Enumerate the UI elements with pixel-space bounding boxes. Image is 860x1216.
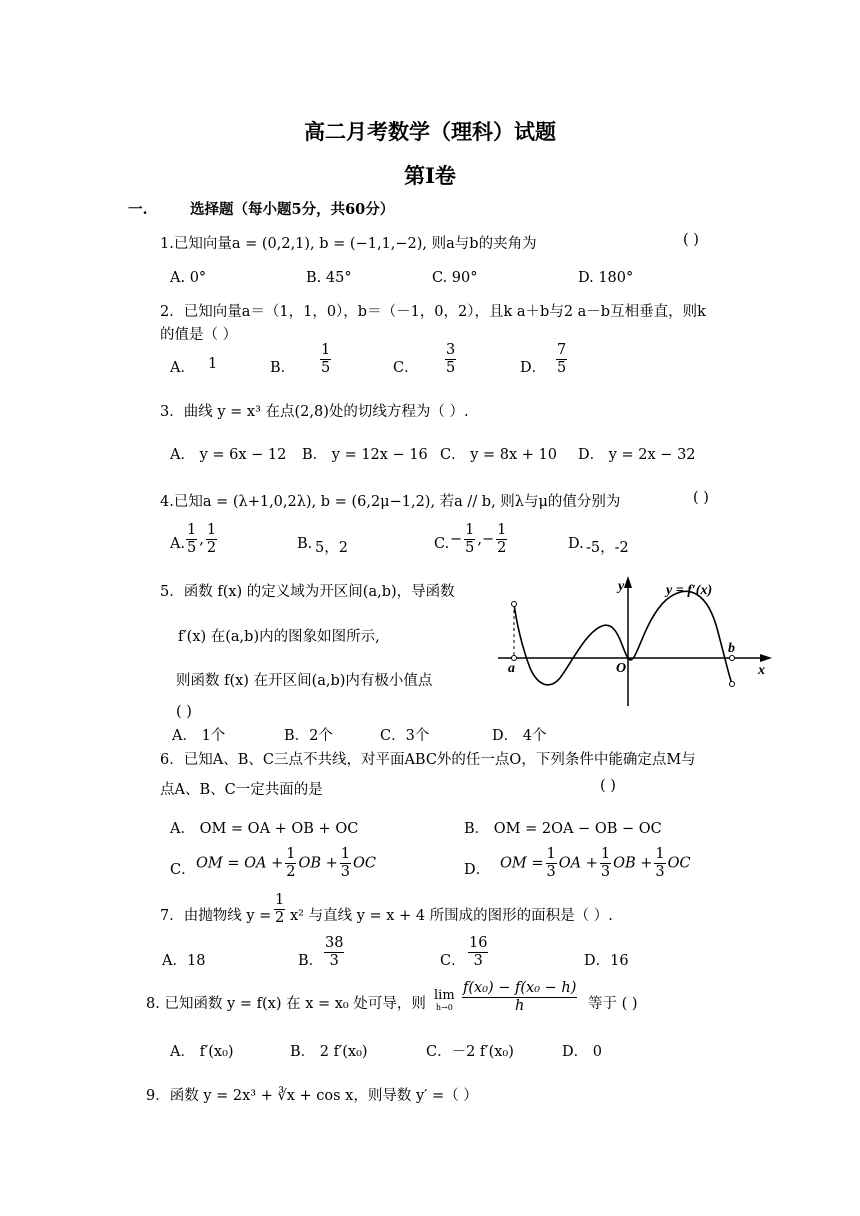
- question-8-fraction: [460, 980, 579, 1015]
- q5-option-c: C．3个: [380, 728, 430, 744]
- q5-option-d: D． 4个: [492, 728, 547, 744]
- frac-numerator: 16: [469, 935, 488, 951]
- frac-denominator: 5: [321, 360, 331, 376]
- question-5-bracket: ( ): [176, 704, 192, 720]
- q7-option-b-label: B．: [298, 953, 324, 969]
- question-8-text-pre: 8. 已知函数 y = f(x) 在 x = x₀ 处可导，则: [146, 996, 426, 1012]
- curve-label: y = f′(x): [666, 583, 713, 598]
- q1-option-c: C. 90°: [432, 270, 478, 286]
- b-axis-point: [730, 656, 735, 661]
- question-3-text: 3．曲线 y = x³ 在点(2,8)处的切线方程为（ ）.: [160, 404, 469, 420]
- question-6-line1: 6．已知A、B、C三点不共线，对平面ABC外的任一点O，下列条件中能确定点M与: [160, 752, 696, 768]
- q6-option-d-label: D．: [464, 862, 491, 878]
- frac-denominator: 2: [497, 540, 507, 556]
- volume-title: 第Ⅰ卷: [404, 163, 456, 188]
- q8-option-a: A． f′(x₀): [170, 1044, 234, 1060]
- q7-option-b-frac: [322, 935, 346, 970]
- question-1-text: 1.已知向量a = (0,2,1), b = (−1,1,−2), 则a与b的夹角为: [160, 236, 537, 252]
- question-6-bracket: ( ): [600, 778, 616, 794]
- limit-subscript: h→0: [435, 1003, 453, 1012]
- q2-option-a-label: A．: [170, 360, 195, 376]
- q2-option-c-frac: [443, 342, 458, 377]
- q5-option-a: A． 1个: [172, 728, 226, 744]
- q4-option-b-label: B.: [297, 536, 313, 552]
- q3-option-d: D． y = 2x − 32: [578, 447, 696, 463]
- frac-denominator: h: [515, 998, 525, 1014]
- q4-option-d-value: -5，-2: [586, 540, 629, 556]
- question-2-line2: 的值是（ ）: [160, 327, 238, 343]
- limit-symbol: lim: [434, 988, 455, 1003]
- q4-option-a-label: A.: [170, 536, 186, 552]
- q3-option-b: B． y = 12x − 16: [302, 447, 428, 463]
- frac-denominator: 5: [446, 360, 456, 376]
- q2-option-d-label: D．: [520, 360, 547, 376]
- q7-option-a: A．18: [162, 953, 206, 969]
- question-5-line2: f′(x) 在(a,b)内的图象如图所示,: [178, 629, 380, 645]
- frac-numerator: 1: [321, 342, 331, 358]
- q7-option-c-frac: [466, 935, 490, 970]
- q5-option-b: B．2个: [284, 728, 333, 744]
- question-6-line2: 点A、B、C一定共面的是: [160, 782, 323, 798]
- frac-numerator: f(x₀) − f(x₀ − h): [463, 980, 577, 996]
- q7-option-d: D．16: [584, 953, 629, 969]
- q4-option-c-value: − $\frac{1}{5}$ ,− $\frac{1}{2}$: [450, 522, 507, 556]
- section-heading: 选择题（每小题5分，共60分）: [190, 201, 395, 218]
- derivative-graph: [490, 572, 790, 712]
- question-4-bracket: ( ): [693, 490, 709, 506]
- frac-denominator: 3: [473, 953, 483, 969]
- q2-option-d-frac: [554, 342, 569, 377]
- question-7-text-pre: 7．由抛物线 y =: [160, 908, 272, 924]
- q2-option-b-label: B．: [270, 360, 296, 376]
- q3-option-c: C． y = 8x + 10: [440, 447, 557, 463]
- question-7-frac: [272, 892, 287, 927]
- question-8-limit: [434, 988, 455, 1013]
- frac-numerator: 7: [557, 342, 567, 358]
- question-4-text: 4.已知a = (λ+1,0,2λ), b = (6,2μ−1,2), 若a // b, 则λ与μ的值分别为: [160, 494, 621, 510]
- q6-option-c-formula: OM = OA + $\frac{1}{2}$ OB + $\frac{1}{3}$ OC: [196, 846, 376, 880]
- q8-option-c: C．－2 f′(x₀): [426, 1044, 514, 1060]
- q2-option-c-label: C．: [393, 360, 419, 376]
- a-label: a: [508, 661, 515, 676]
- q3-option-a: A． y = 6x − 12: [170, 447, 287, 463]
- b-endpoint: [730, 682, 735, 687]
- q6-option-d-formula: OM = $\frac{1}{3}$ OA + $\frac{1}{3}$ OB + $\frac{1}{3}$ OC: [500, 846, 691, 880]
- question-1-bracket: ( ): [683, 232, 699, 248]
- frac-numerator: 1: [206, 522, 217, 538]
- q4-option-c-label: C.: [434, 536, 450, 552]
- frac-numerator: 38: [325, 935, 344, 951]
- y-axis-label: y: [618, 579, 625, 594]
- section-number: 一.: [128, 201, 148, 218]
- question-8-text-post: 等于 ( ): [588, 996, 638, 1012]
- q2-option-b-frac: [318, 342, 333, 377]
- a-endpoint: [512, 602, 517, 607]
- origin-label: O: [616, 661, 627, 676]
- frac-denominator: 2: [206, 540, 217, 556]
- frac-denominator: 3: [329, 953, 339, 969]
- question-5-line3: 则函数 f(x) 在开区间(a,b)内有极小值点: [176, 673, 433, 689]
- frac-denominator: 5: [557, 360, 567, 376]
- q6-option-a: A． OM = OA + OB + OC: [170, 821, 359, 837]
- q6-option-b: B． OM = 2OA − OB − OC: [464, 821, 662, 837]
- a-axis-point: [512, 656, 517, 661]
- frac-numerator: 1: [187, 522, 197, 538]
- frac-denominator: 5: [187, 540, 197, 556]
- frac-numerator: 3: [446, 342, 456, 358]
- q1-option-d: D. 180°: [578, 270, 634, 286]
- q1-option-a: A. 0°: [170, 270, 207, 286]
- q4-option-d-label: D.: [568, 536, 584, 552]
- frac-denominator: 5: [465, 540, 475, 556]
- question-9-text: 9．函数 y = 2x³ + ∛x + cos x，则导数 y′ =（ ）: [146, 1088, 478, 1104]
- frac-denominator: 2: [275, 910, 285, 926]
- q6-option-c-label: C．: [170, 862, 196, 878]
- x-axis-label: x: [758, 663, 765, 678]
- q4-option-a-value: $\frac{1}{5}$ , $\frac{1}{2}$: [187, 522, 217, 556]
- question-5-line1: 5．函数 f(x) 的定义域为开区间(a,b)，导函数: [160, 584, 455, 600]
- question-7-text-post: x² 与直线 y = x + 4 所围成的图形的面积是（ ）.: [290, 908, 613, 924]
- q1-option-b: B. 45°: [306, 270, 352, 286]
- q7-option-c-label: C．: [440, 953, 466, 969]
- q8-option-d: D． 0: [562, 1044, 602, 1060]
- q2-option-a-value: 1: [208, 356, 218, 372]
- question-2-line1: 2．已知向量a＝（1，1，0），b＝（－1，0，2），且k a＋b与2 a－b互相垂直，则k: [160, 304, 706, 320]
- frac-numerator: 1: [465, 522, 475, 538]
- b-label: b: [728, 641, 735, 656]
- q4-option-b-value: 5，2: [315, 540, 348, 556]
- x-axis-arrow: [760, 654, 772, 662]
- frac-numerator: 1: [275, 892, 285, 908]
- frac-numerator: 1: [497, 522, 507, 538]
- page-title: 高二月考数学（理科）试题: [304, 119, 556, 144]
- q8-option-b: B． 2 f′(x₀): [290, 1044, 368, 1060]
- y-axis-arrow: [624, 576, 632, 588]
